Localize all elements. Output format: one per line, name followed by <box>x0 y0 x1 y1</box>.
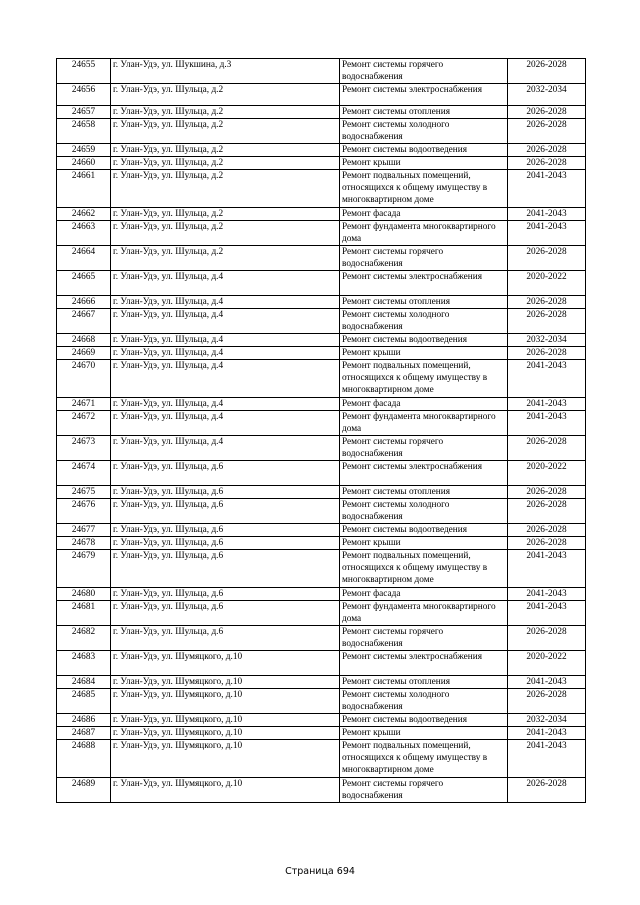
row-number: 24673 <box>57 436 111 461</box>
period-cell: 2026-2028 <box>508 486 586 499</box>
table-row <box>57 334 586 347</box>
row-number: 24668 <box>57 334 111 347</box>
address-cell: г. Улан-Удэ, ул. Шульца, д.2 <box>111 106 340 119</box>
row-number: 24660 <box>57 157 111 170</box>
table-row <box>57 360 586 398</box>
work-type-cell: Ремонт системы водоотведения <box>340 714 508 727</box>
table-row <box>57 106 586 119</box>
work-type-cell: Ремонт системы холодного водоснабжения <box>340 499 508 524</box>
table-row <box>57 59 586 84</box>
row-number: 24683 <box>57 651 111 676</box>
period-cell: 2032-2034 <box>508 84 586 106</box>
address-cell: г. Улан-Удэ, ул. Шульца, д.6 <box>111 524 340 537</box>
table-row <box>57 221 586 246</box>
period-cell: 2041-2043 <box>508 588 586 601</box>
address-cell: г. Улан-Удэ, ул. Шумяцкого, д.10 <box>111 727 340 740</box>
table-row <box>57 727 586 740</box>
row-number: 24677 <box>57 524 111 537</box>
period-cell: 2020-2022 <box>508 461 586 486</box>
address-cell: г. Улан-Удэ, ул. Шульца, д.2 <box>111 84 340 106</box>
work-type-cell: Ремонт фундамента многоквартирного дома <box>340 601 508 626</box>
period-cell: 2041-2043 <box>508 398 586 411</box>
work-type-cell: Ремонт системы электроснабжения <box>340 461 508 486</box>
period-cell: 2026-2028 <box>508 246 586 271</box>
period-cell: 2041-2043 <box>508 676 586 689</box>
table-row <box>57 714 586 727</box>
work-type-cell: Ремонт системы электроснабжения <box>340 651 508 676</box>
table-row <box>57 651 586 676</box>
period-cell: 2041-2043 <box>508 727 586 740</box>
address-cell: г. Улан-Удэ, ул. Шульца, д.6 <box>111 486 340 499</box>
period-cell: 2026-2028 <box>508 144 586 157</box>
row-number: 24682 <box>57 626 111 651</box>
work-type-cell: Ремонт системы отопления <box>340 486 508 499</box>
work-type-cell: Ремонт подвальных помещений, относящихся к общему имуществу в многоквартирном доме <box>340 550 508 588</box>
table-row <box>57 550 586 588</box>
period-cell: 2026-2028 <box>508 347 586 360</box>
row-number: 24667 <box>57 309 111 334</box>
period-cell: 2026-2028 <box>508 499 586 524</box>
table-row <box>57 157 586 170</box>
row-number: 24664 <box>57 246 111 271</box>
work-type-cell: Ремонт фундамента многоквартирного дома <box>340 411 508 436</box>
table-row <box>57 398 586 411</box>
work-type-cell: Ремонт системы водоотведения <box>340 144 508 157</box>
address-cell: г. Улан-Удэ, ул. Шумяцкого, д.10 <box>111 714 340 727</box>
address-cell: г. Улан-Удэ, ул. Шукшина, д.3 <box>111 59 340 84</box>
table-row <box>57 524 586 537</box>
period-cell: 2026-2028 <box>508 689 586 714</box>
address-cell: г. Улан-Удэ, ул. Шумяцкого, д.10 <box>111 778 340 803</box>
address-cell: г. Улан-Удэ, ул. Шульца, д.2 <box>111 157 340 170</box>
page-number: Страница 694 <box>285 866 355 877</box>
row-number: 24688 <box>57 740 111 778</box>
work-type-cell: Ремонт фасада <box>340 208 508 221</box>
work-type-cell: Ремонт системы электроснабжения <box>340 84 508 106</box>
period-cell: 2041-2043 <box>508 221 586 246</box>
row-number: 24686 <box>57 714 111 727</box>
period-cell: 2026-2028 <box>508 524 586 537</box>
row-number: 24685 <box>57 689 111 714</box>
address-cell: г. Улан-Удэ, ул. Шумяцкого, д.10 <box>111 740 340 778</box>
address-cell: г. Улан-Удэ, ул. Шульца, д.6 <box>111 601 340 626</box>
work-type-cell: Ремонт подвальных помещений, относящихся к общему имуществу в многоквартирном доме <box>340 740 508 778</box>
work-type-cell: Ремонт подвальных помещений, относящихся к общему имуществу в многоквартирном доме <box>340 360 508 398</box>
address-cell: г. Улан-Удэ, ул. Шульца, д.4 <box>111 411 340 436</box>
table-row <box>57 486 586 499</box>
work-type-cell: Ремонт системы горячего водоснабжения <box>340 59 508 84</box>
table-row <box>57 689 586 714</box>
address-cell: г. Улан-Удэ, ул. Шульца, д.4 <box>111 398 340 411</box>
row-number: 24656 <box>57 84 111 106</box>
period-cell: 2041-2043 <box>508 601 586 626</box>
work-type-cell: Ремонт системы водоотведения <box>340 334 508 347</box>
row-number: 24687 <box>57 727 111 740</box>
period-cell: 2041-2043 <box>508 740 586 778</box>
period-cell: 2026-2028 <box>508 296 586 309</box>
address-cell: г. Улан-Удэ, ул. Шумяцкого, д.10 <box>111 689 340 714</box>
row-number: 24659 <box>57 144 111 157</box>
address-cell: г. Улан-Удэ, ул. Шульца, д.4 <box>111 360 340 398</box>
table-row <box>57 246 586 271</box>
work-type-cell: Ремонт системы холодного водоснабжения <box>340 309 508 334</box>
address-cell: г. Улан-Удэ, ул. Шульца, д.6 <box>111 537 340 550</box>
row-number: 24672 <box>57 411 111 436</box>
table-row <box>57 296 586 309</box>
address-cell: г. Улан-Удэ, ул. Шульца, д.2 <box>111 208 340 221</box>
work-type-cell: Ремонт системы горячего водоснабжения <box>340 436 508 461</box>
row-number: 24678 <box>57 537 111 550</box>
table-row <box>57 119 586 144</box>
table-row <box>57 461 586 486</box>
address-cell: г. Улан-Удэ, ул. Шульца, д.6 <box>111 461 340 486</box>
work-type-cell: Ремонт системы горячего водоснабжения <box>340 626 508 651</box>
row-number: 24663 <box>57 221 111 246</box>
row-number: 24658 <box>57 119 111 144</box>
work-type-cell: Ремонт системы холодного водоснабжения <box>340 119 508 144</box>
table-row <box>57 84 586 106</box>
row-number: 24680 <box>57 588 111 601</box>
address-cell: г. Улан-Удэ, ул. Шульца, д.2 <box>111 170 340 208</box>
period-cell: 2041-2043 <box>508 170 586 208</box>
address-cell: г. Улан-Удэ, ул. Шульца, д.4 <box>111 334 340 347</box>
work-type-cell: Ремонт системы отопления <box>340 296 508 309</box>
period-cell: 2026-2028 <box>508 537 586 550</box>
work-type-cell: Ремонт фундамента многоквартирного дома <box>340 221 508 246</box>
period-cell: 2032-2034 <box>508 334 586 347</box>
table-row <box>57 170 586 208</box>
address-cell: г. Улан-Удэ, ул. Шульца, д.6 <box>111 588 340 601</box>
row-number: 24689 <box>57 778 111 803</box>
address-cell: г. Улан-Удэ, ул. Шульца, д.6 <box>111 626 340 651</box>
work-type-cell: Ремонт системы отопления <box>340 106 508 119</box>
work-type-cell: Ремонт системы горячего водоснабжения <box>340 778 508 803</box>
address-cell: г. Улан-Удэ, ул. Шульца, д.2 <box>111 246 340 271</box>
work-type-cell: Ремонт фасада <box>340 398 508 411</box>
address-cell: г. Улан-Удэ, ул. Шульца, д.4 <box>111 271 340 296</box>
row-number: 24675 <box>57 486 111 499</box>
row-number: 24684 <box>57 676 111 689</box>
row-number: 24657 <box>57 106 111 119</box>
work-type-cell: Ремонт системы горячего водоснабжения <box>340 246 508 271</box>
row-number: 24662 <box>57 208 111 221</box>
period-cell: 2026-2028 <box>508 119 586 144</box>
row-number: 24671 <box>57 398 111 411</box>
period-cell: 2020-2022 <box>508 651 586 676</box>
work-type-cell: Ремонт крыши <box>340 347 508 360</box>
row-number: 24674 <box>57 461 111 486</box>
period-cell: 2026-2028 <box>508 59 586 84</box>
work-type-cell: Ремонт подвальных помещений, относящихся к общему имуществу в многоквартирном доме <box>340 170 508 208</box>
address-cell: г. Улан-Удэ, ул. Шульца, д.6 <box>111 550 340 588</box>
work-type-cell: Ремонт системы холодного водоснабжения <box>340 689 508 714</box>
address-cell: г. Улан-Удэ, ул. Шульца, д.2 <box>111 119 340 144</box>
period-cell: 2026-2028 <box>508 309 586 334</box>
work-type-cell: Ремонт фасада <box>340 588 508 601</box>
table-row <box>57 347 586 360</box>
address-cell: г. Улан-Удэ, ул. Шульца, д.6 <box>111 499 340 524</box>
address-cell: г. Улан-Удэ, ул. Шумяцкого, д.10 <box>111 676 340 689</box>
period-cell: 2026-2028 <box>508 778 586 803</box>
table-body <box>57 59 586 803</box>
table-row <box>57 436 586 461</box>
work-type-cell: Ремонт крыши <box>340 157 508 170</box>
address-cell: г. Улан-Удэ, ул. Шульца, д.2 <box>111 221 340 246</box>
address-cell: г. Улан-Удэ, ул. Шульца, д.4 <box>111 309 340 334</box>
table-row <box>57 676 586 689</box>
table-row <box>57 537 586 550</box>
period-cell: 2026-2028 <box>508 157 586 170</box>
work-type-cell: Ремонт крыши <box>340 727 508 740</box>
table-row <box>57 144 586 157</box>
period-cell: 2026-2028 <box>508 106 586 119</box>
row-number: 24681 <box>57 601 111 626</box>
period-cell: 2041-2043 <box>508 411 586 436</box>
work-type-cell: Ремонт системы электроснабжения <box>340 271 508 296</box>
table-row <box>57 778 586 803</box>
row-number: 24661 <box>57 170 111 208</box>
address-cell: г. Улан-Удэ, ул. Шульца, д.2 <box>111 144 340 157</box>
table-row <box>57 411 586 436</box>
work-type-cell: Ремонт системы отопления <box>340 676 508 689</box>
work-type-cell: Ремонт системы водоотведения <box>340 524 508 537</box>
address-cell: г. Улан-Удэ, ул. Шульца, д.4 <box>111 296 340 309</box>
row-number: 24655 <box>57 59 111 84</box>
row-number: 24665 <box>57 271 111 296</box>
table-row <box>57 499 586 524</box>
table-row <box>57 271 586 296</box>
row-number: 24666 <box>57 296 111 309</box>
address-cell: г. Улан-Удэ, ул. Шульца, д.4 <box>111 436 340 461</box>
row-number: 24676 <box>57 499 111 524</box>
period-cell: 2032-2034 <box>508 714 586 727</box>
table-row <box>57 208 586 221</box>
table-row <box>57 740 586 778</box>
period-cell: 2041-2043 <box>508 550 586 588</box>
period-cell: 2026-2028 <box>508 626 586 651</box>
address-cell: г. Улан-Удэ, ул. Шумяцкого, д.10 <box>111 651 340 676</box>
table-row <box>57 601 586 626</box>
work-type-cell: Ремонт крыши <box>340 537 508 550</box>
period-cell: 2041-2043 <box>508 208 586 221</box>
row-number: 24679 <box>57 550 111 588</box>
table-row <box>57 626 586 651</box>
address-cell: г. Улан-Удэ, ул. Шульца, д.4 <box>111 347 340 360</box>
period-cell: 2041-2043 <box>508 360 586 398</box>
table-row <box>57 588 586 601</box>
table-row <box>57 309 586 334</box>
row-number: 24669 <box>57 347 111 360</box>
row-number: 24670 <box>57 360 111 398</box>
capital-repair-table <box>56 58 586 803</box>
period-cell: 2020-2022 <box>508 271 586 296</box>
period-cell: 2026-2028 <box>508 436 586 461</box>
